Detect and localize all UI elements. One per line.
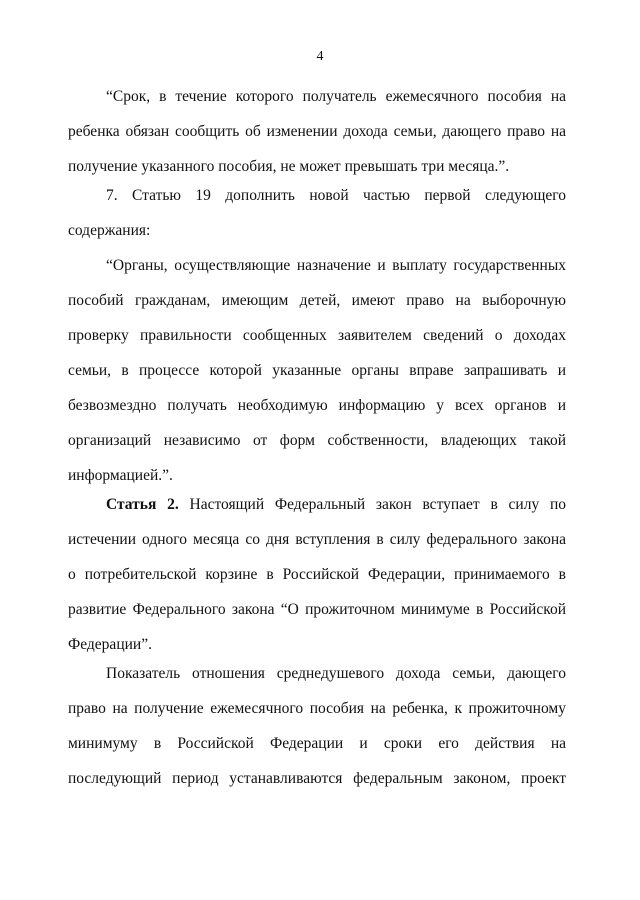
article-heading: Статья 2. bbox=[106, 496, 179, 513]
paragraph-3-line-6: организаций независимо от форм собственности, владеющих такой bbox=[68, 432, 566, 449]
paragraph-4-line-4: развитие Федерального закона “О прожиточном минимуме в Российской bbox=[68, 601, 566, 618]
paragraph-4-line-1 bbox=[106, 494, 566, 516]
paragraph-4-line-3: о потребительской корзине в Российской Федерации, принимаемого в bbox=[68, 566, 566, 583]
paragraph-4-line-5: Федерации”. bbox=[68, 636, 152, 653]
paragraph-1-line-3: получение указанного пособия, не может превышать три месяца.”. bbox=[68, 158, 510, 175]
paragraph-3-line-1: “Органы, осуществляющие назначение и выплату государственных bbox=[106, 257, 566, 274]
paragraph-2-line-2: содержания: bbox=[68, 222, 151, 239]
paragraph-5-line-1: Показатель отношения среднедушевого дохода семьи, дающего bbox=[106, 665, 566, 682]
paragraph-1-line-2: ребенка обязан сообщить об изменении дохода семьи, дающего право на bbox=[68, 123, 566, 140]
paragraph-1-line-1: “Срок, в течение которого получатель ежемесячного пособия на bbox=[106, 88, 566, 105]
paragraph-2-line-1: 7. Статью 19 дополнить новой частью первой следующего bbox=[106, 187, 566, 204]
paragraph-5-line-2: право на получение ежемесячного пособия на ребенка, к прожиточному bbox=[68, 700, 566, 717]
paragraph-3-line-4: семьи, в процессе которой указанные органы вправе запрашивать и bbox=[68, 362, 566, 379]
paragraph-5-line-4: последующий период устанавливаются федеральным законом, проект bbox=[68, 770, 566, 787]
paragraph-3-line-2: пособий гражданам, имеющим детей, имеют право на выборочную bbox=[68, 292, 566, 309]
paragraph-4-line-1-text: Настоящий Федеральный закон вступает в силу по bbox=[189, 496, 567, 513]
paragraph-4-line-2: истечении одного месяца со дня вступления в силу федерального закона bbox=[68, 531, 566, 548]
paragraph-3-line-5: безвозмездно получать необходимую информацию у всех органов и bbox=[68, 397, 566, 414]
page-number: 4 bbox=[316, 49, 324, 64]
paragraph-3-line-3: проверку правильности сообщенных заявителем сведений о доходах bbox=[68, 327, 566, 344]
paragraph-3-line-7: информацией.”. bbox=[68, 467, 173, 484]
paragraph-5-line-3: минимуму в Российской Федерации и сроки его действия на bbox=[68, 735, 566, 752]
